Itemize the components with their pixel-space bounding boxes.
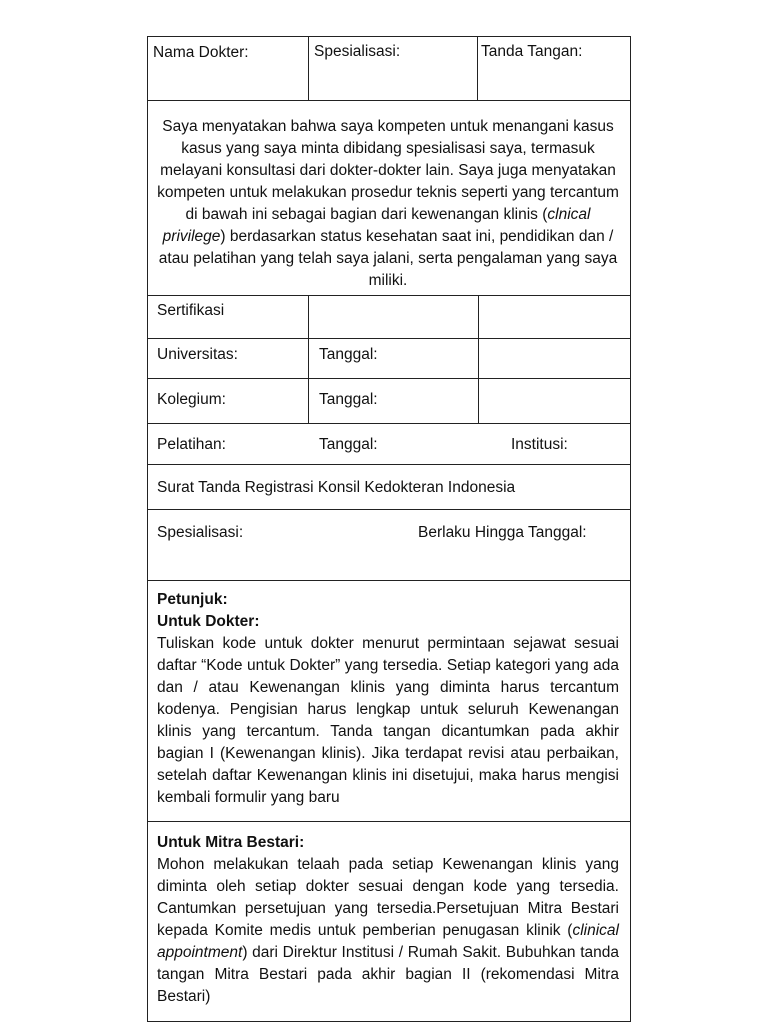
sertifikasi-label: Sertifikasi [157, 302, 225, 319]
statement-text: ) berdasarkan status kesehatan saat ini, pendidikan dan / atau pelatihan yang telah saya jalani, serta pengalaman yang saya miliki. [158, 228, 618, 289]
nama-dokter-label: Nama Dokter: [153, 44, 249, 61]
untuk-dokter-heading: Untuk Dokter: [157, 613, 260, 630]
divider [148, 423, 630, 424]
divider [148, 509, 630, 510]
divider [148, 338, 630, 339]
tanggal-label: Tanggal: [319, 436, 378, 453]
column-divider [477, 37, 478, 100]
berlaku-hingga-label: Berlaku Hingga Tanggal: [418, 524, 587, 541]
kolegium-label: Kolegium: [157, 391, 226, 408]
column-divider [308, 37, 309, 100]
divider [148, 295, 630, 296]
untuk-dokter-text: Tuliskan kode untuk dokter menurut permintaan sejawat sesuai daftar “Kode untuk Dokter” yang tersedia. Setiap kategori yang ada dan / atau Kewenangan klinis yang diminta harus tercantum kodenya. Pengisian harus lengkap untuk seluruh Kewenangan klinis yang tercantum. Tanda tangan dicantumkan pada akhir bagian I (Kewenangan klinis). Jika terdapat revisi atau perbaikan, setelah daftar Kewenangan klinis ini disetujui, maka harus mengisi kembali formulir yang baru [157, 635, 619, 806]
mitra-text: Mohon melakukan telaah pada setiap Kewenangan klinis yang diminta oleh setiap dokter sesuai dengan kode yang tersedia. Cantumkan persetujuan yang tersedia.Persetujuan Mitra Bestari kepada Komite medis untuk pemberian penugasan klinik ( [157, 856, 619, 939]
tanda-tangan-label: Tanda Tangan: [481, 43, 583, 60]
petunjuk-title: Petunjuk: [157, 591, 228, 608]
tanggal-label: Tanggal: [319, 391, 378, 408]
spesialisasi-label: Spesialisasi: [314, 43, 401, 60]
pelatihan-label: Pelatihan: [157, 436, 226, 453]
untuk-mitra-heading: Untuk Mitra Bestari: [157, 834, 305, 851]
untuk-mitra-paragraph [157, 854, 619, 1008]
str-label: Surat Tanda Registrasi Konsil Kedokteran Indonesia [157, 479, 516, 496]
mitra-italic: clinical appointment [157, 922, 619, 961]
tanggal-label: Tanggal: [319, 346, 378, 363]
statement-text: Saya menyatakan bahwa saya kompeten untuk menangani kasus kasus yang saya minta dibidang spesialisasi saya, termasuk melayani konsultasi dari dokter-dokter lain. Saya juga menyatakan kompeten untuk melakukan prosedur teknis seperti yang tercantum di bawah ini sebagai bagian dari kewenangan klinis ( [157, 118, 619, 223]
mitra-text: ) dari Direktur Institusi / Rumah Sakit. Bubuhkan tanda tangan Mitra Bestari pada akhir bagian II (rekomendasi Mitra Bestari) [157, 944, 619, 1005]
privilege-form [147, 36, 631, 1022]
spesialisasi-label: Spesialisasi: [157, 524, 244, 541]
divider [148, 580, 630, 581]
column-divider [308, 295, 309, 423]
institusi-label: Institusi: [511, 436, 568, 453]
divider [148, 821, 630, 822]
divider [148, 100, 630, 101]
universitas-label: Universitas: [157, 346, 238, 363]
statement-italic: clnical privilege [162, 206, 591, 245]
column-divider [478, 295, 479, 423]
divider [148, 464, 630, 465]
divider [148, 378, 630, 379]
statement-paragraph [157, 116, 619, 292]
